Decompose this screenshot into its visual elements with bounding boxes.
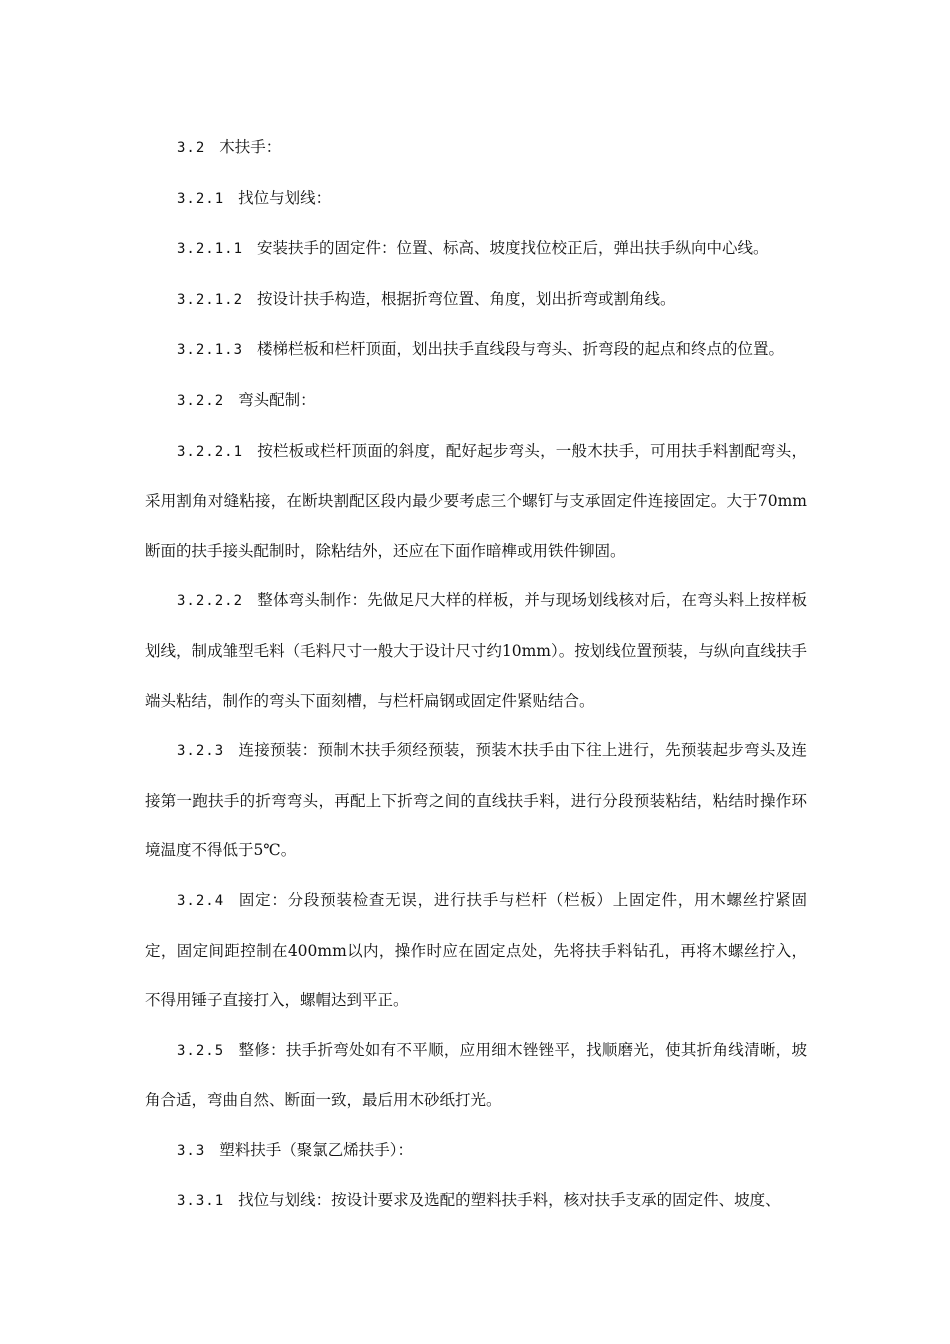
paragraph-3-2-2-2 [145,576,807,726]
paragraph-text: 安装扶手的固定件：位置、标高、坡度找位校正后，弹出扶手纵向中心线。 [257,239,769,258]
paragraph-text: 楼梯栏板和栏杆顶面，划出扶手直线段与弯头、折弯段的起点和终点的位置。 [257,340,785,359]
section-number: 3.2.1.2 [177,291,244,308]
section-number: 3.3.1 [177,1193,225,1210]
section-number: 3.2.3 [177,743,225,760]
paragraph-3-2 [145,123,807,174]
document-body [145,123,807,1227]
section-number: 3.2.2.1 [177,443,244,460]
paragraph-3-2-3 [145,726,807,876]
paragraph-3-2-5 [145,1026,807,1126]
section-number: 3.2.1 [177,190,225,207]
paragraph-text: 固定：分段预装检查无误，进行扶手与栏杆（栏板）上固定件，用木螺丝拧紧固定，固定间距控制在400mm以内，操作时应在固定点处，先将扶手料钻孔，再将木螺丝拧入，不得用锤子直接打入，螺帽达到平正。 [145,890,807,1010]
paragraph-3-2-2 [145,376,807,427]
section-number: 3.3 [177,1142,206,1159]
paragraph-3-2-4 [145,876,807,1026]
paragraph-text: 找位与划线：按设计要求及选配的塑料扶手料，核对扶手支承的固定件、坡度、 [238,1191,781,1210]
paragraph-text: 连接预装：预制木扶手须经预装，预装木扶手由下往上进行，先预装起步弯头及连接第一跑扶手的折弯弯头，再配上下折弯之间的直线扶手料，进行分段预装粘结，粘结时操作环境温度不得低于5℃。 [145,741,807,860]
section-number: 3.2.2.2 [177,593,244,610]
paragraph-3-3-1 [145,1176,807,1227]
paragraph-3-2-2-1 [145,427,807,577]
paragraph-3-2-1-1 [145,224,807,275]
paragraph-3-2-1 [145,174,807,225]
paragraph-3-3 [145,1126,807,1177]
section-number: 3.2.1.3 [177,342,244,359]
paragraph-text: 弯头配制： [238,390,316,409]
paragraph-text: 整修：扶手折弯处如有不平顺，应用细木锉锉平，找顺磨光，使其折角线清晰，坡角合适，弯曲自然、断面一致，最后用木砂纸打光。 [145,1040,807,1110]
paragraph-3-2-1-2 [145,275,807,326]
section-number: 3.2.4 [177,892,225,909]
section-number: 3.2.2 [177,392,225,409]
paragraph-text: 木扶手： [219,138,282,156]
paragraph-text: 按栏板或栏杆顶面的斜度，配好起步弯头，一般木扶手，可用扶手料割配弯头，采用割角对缝粘接，在断块割配区段内最少要考虑三个螺钉与支承固定件连接固定。大于70mm断面的扶手接头配制时，除粘结外，还应在下面作暗榫或用铁件铆固。 [145,441,807,560]
paragraph-3-2-1-3 [145,325,807,376]
paragraph-text: 整体弯头制作：先做足尺大样的样板，并与现场划线核对后，在弯头料上按样板划线，制成雏型毛料（毛料尺寸一般大于设计尺寸约10mm）。按划线位置预装，与纵向直线扶手端头粘结，制作的弯头下面刻槽，与栏杆扁钢或固定件紧贴结合。 [145,591,807,710]
section-number: 3.2 [177,140,206,156]
section-number: 3.2.1.1 [177,241,244,258]
paragraph-text: 按设计扶手构造，根据折弯位置、角度，划出折弯或割角线。 [257,289,676,308]
section-number: 3.2.5 [177,1042,225,1059]
paragraph-text: 塑料扶手（聚氯乙烯扶手）： [219,1140,414,1159]
paragraph-text: 找位与划线： [238,188,332,207]
